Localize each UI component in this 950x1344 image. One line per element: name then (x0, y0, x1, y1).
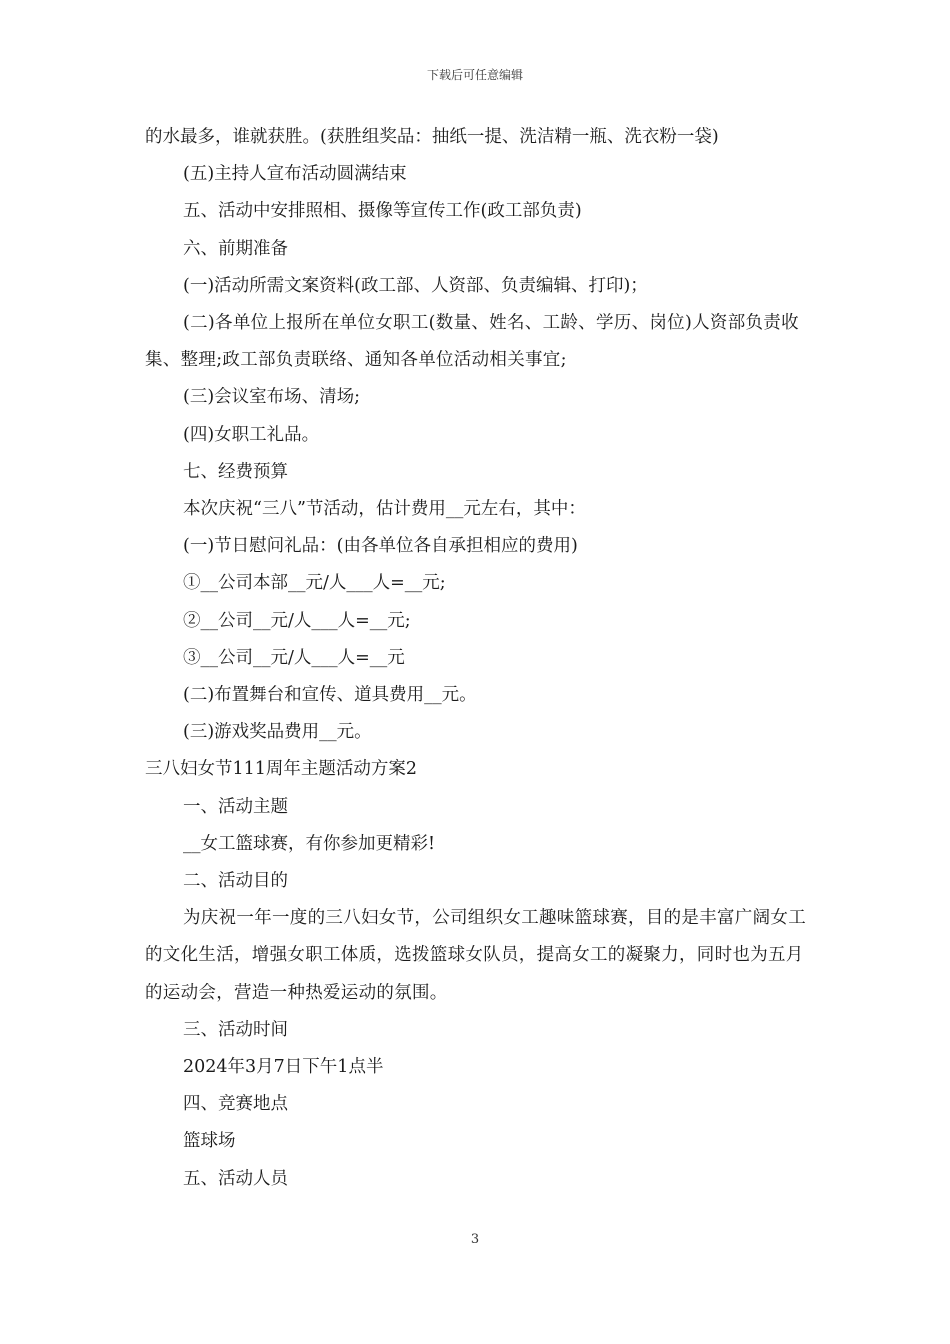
section-5-heading: 五、活动中安排照相、摄像等宣传工作(政工部负责) (183, 201, 582, 222)
budget-item-2: (二)布置舞台和宣传、道具费用__元。 (183, 685, 477, 706)
prep-item-1: (一)活动所需文案资料(政工部、人资部、负责编辑、打印)； (183, 275, 648, 296)
budget-subitem-3: ③__公司__元/人___人=__元 (183, 647, 405, 668)
plan2-section-3-heading: 三、活动时间 (183, 1019, 288, 1040)
plan2-section-5-heading: 五、活动人员 (183, 1168, 288, 1189)
page-number: 3 (470, 1232, 480, 1247)
budget-item-1: (一)节日慰问礼品：(由各单位各自承担相应的费用) (183, 536, 578, 557)
document-body (145, 119, 810, 1198)
plan-2-title: 三八妇女节111周年主题活动方案2 (145, 759, 418, 780)
plan2-theme: __女工篮球赛，有你参加更精彩! (183, 833, 436, 854)
page-header: 下载后可任意编辑 (426, 68, 523, 82)
section-7-heading: 七、经费预算 (183, 461, 288, 482)
prep-item-3: (三)会议室布场、清场; (183, 387, 361, 408)
plan2-purpose: 为庆祝一年一度的三八妇女节，公司组织女工趣味篮球赛，目的是丰富广阔女工的文化生活，增强女职工体质，选拨篮球女队员，提高女工的凝聚力，同时也为五月的运动会，营造一种热爱运动的氛围。 (145, 908, 806, 1003)
budget-item-3: (三)游戏奖品费用__元。 (183, 722, 372, 743)
budget-intro: 本次庆祝“三八”节活动，估计费用__元左右，其中： (183, 499, 586, 520)
plan2-time: 2024年3月7日下午1点半 (183, 1057, 384, 1078)
budget-subitem-2: ②__公司__元/人___人=__元; (183, 610, 411, 631)
plan2-section-2-heading: 二、活动目的 (183, 871, 288, 892)
section-6-heading: 六、前期准备 (183, 238, 288, 259)
prep-item-2: (二)各单位上报所在单位女职工(数量、姓名、工龄、学历、岗位)人资部负责收集、整理;政工部负责联络、通知各单位活动相关事宜; (145, 313, 799, 371)
plan2-section-1-heading: 一、活动主题 (183, 796, 288, 817)
paragraph-2: (五)主持人宣布活动圆满结束 (183, 164, 407, 185)
prep-item-4: (四)女职工礼品。 (183, 424, 320, 445)
plan2-venue: 篮球场 (183, 1131, 236, 1152)
budget-subitem-1: ①__公司本部__元/人___人=__元; (183, 573, 446, 594)
paragraph-1: 的水最多，谁就获胜。(获胜组奖品：抽纸一提、洗洁精一瓶、洗衣粉一袋) (145, 127, 719, 147)
plan2-section-4-heading: 四、竞赛地点 (183, 1094, 288, 1115)
